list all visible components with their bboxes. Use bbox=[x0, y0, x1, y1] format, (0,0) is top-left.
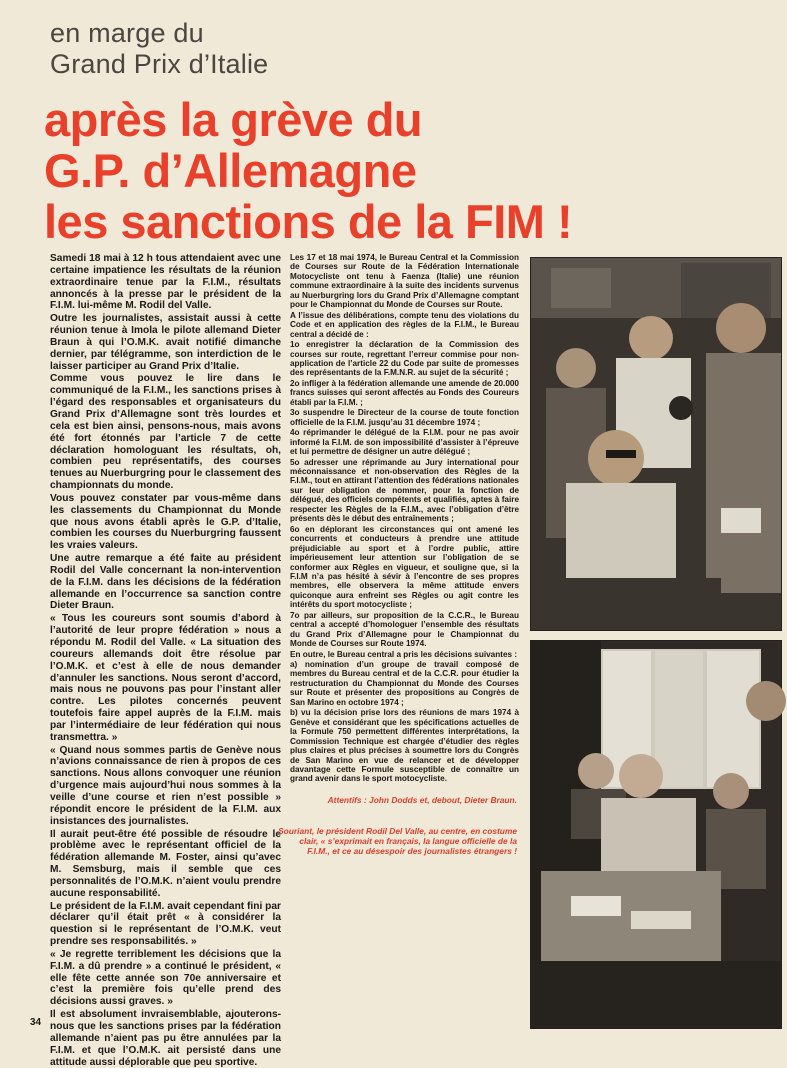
photo-president bbox=[530, 640, 782, 1029]
paragraph: 3o suspendre le Directeur de la course de toute fonction officielle de la F.I.M. jusqu’au 31 décembre 1974 ; bbox=[290, 408, 519, 427]
paragraph: b) vu la décision prise lors des réunions de mars 1974 à Genève et considérant que les spécifications actuelles de la Formule 750 permettent différentes interprétations, la Commission Technique est chargée d’étudier des règles plus claires et plus précises à soumettre lors du Congrès de San Marino en vue de relancer et de développer davantage cette Formule susceptible de connaître un grand avenir dans le sport motocycliste. bbox=[290, 708, 519, 784]
headline-line-1: après la grève du bbox=[44, 93, 423, 146]
paragraph: 7o par ailleurs, sur proposition de la C.C.R., le Bureau central a accepté d’homologuer l’ensemble des résultats du Grand Prix d’Allemagne pour le Championnat du Monde de Courses sur Route 1974. bbox=[290, 610, 519, 649]
paragraph: 5o adresser une réprimande au Jury international pour méconnaissance et non-observation des Règles de la F.I.M., tout en attirant l’attention des fédérations nationales sur leur obligation de nommer, pour la fonction de délégué, des officiels compétents et qualifiés, aptes à faire respecter les Règles de la F.I.M., avec l’obligation d’être présents dès le début des entraînements ; bbox=[290, 457, 519, 524]
paragraph: « Tous les coureurs sont soumis d’abord à l’autorité de leur propre fédération » nous a répondu M. Rodil del Valle. « La situation des coureurs allemands doit être résolue par l’O.M.K. et c’est à elle de nous demander d’annuler les sanctions. Nous seront d’accord, mais nous ne pouvons pas pour l’instant aller contre. Les pilotes concernés peuvent toutefois faire appel auprès de la F.I.M. mais par l’intermédiaire de leur fédération qui nous transmettra. » bbox=[50, 613, 281, 743]
paragraph: a) nomination d’un groupe de travail composé de membres du Bureau central et de la C.C.R. pour étudier la restructuration du Championnat du Monde des Courses sur Route et présenter des propositions au Congrès de San Marino en octobre 1974 ; bbox=[290, 660, 519, 707]
paragraph: 1o enregistrer la déclaration de la Commission des courses sur route, regrettant l’erreur commise pour non-application de l’article 22 du Code par suite de promesses des représentants de la F.M.N.R. au sujet de la sécurité ; bbox=[290, 340, 519, 378]
headline-line-3: les sanctions de la FIM ! bbox=[44, 195, 573, 248]
paragraph: 2o infliger à la fédération allemande une amende de 20.000 francs suisses qui seront affectés au Fonds des Coureurs établi par la F.I.M. ; bbox=[290, 378, 519, 407]
photo-riders-illustration bbox=[531, 258, 781, 630]
headline bbox=[44, 94, 764, 247]
paragraph: « Je regrette terriblement les décisions que la F.I.M. a dû prendre » a continué le président, « elle fête cette année son 70e anniversaire et c’est la première fois qu’elle prend des décisions aussi graves. » bbox=[50, 948, 281, 1008]
paragraph: Le président de la F.I.M. avait cependant fini par déclarer qu’il était prêt « à considérer la question si le représentant de l’O.M.K. veut prendre ses responsabilités. » bbox=[50, 900, 281, 948]
paragraph: 6o en déplorant les circonstances qui ont amené les concurrents et conducteurs à prendre une attitude préjudiciable au sport et à l’ordre public, attire impérieusement leur attention sur l’obligation de se conformer aux Règles en vigueur, et souligne que, si la F.I.M n’a pas hésité à sévir à l’encontre de ses propres membres, elle observera la même attitude envers quiconque aura enfreint ses Règles ou agit contre les intérêts du sport motocycliste ; bbox=[290, 524, 519, 610]
kicker-line-1: en marge du bbox=[50, 18, 204, 48]
kicker bbox=[50, 18, 268, 80]
paragraph: Une autre remarque a été faite au président Rodil del Valle concernant la non-intervention de la F.I.M. dans les décisions de la fédération allemande en l’occurrence sa sanction contre Dieter Braun. bbox=[50, 553, 281, 612]
headline-line-2: G.P. d’Allemagne bbox=[44, 144, 417, 197]
photo-caption-2: Souriant, le président Rodil Del Valle, au centre, en costume clair, « s’exprimait en français, la langue officielle de la F.I.M., et ce au désespoir des journalistes étrangers ! bbox=[278, 826, 517, 856]
paragraph: A l’issue des délibérations, compte tenu des violations du Code et en application des règles de la F.I.M., le Bureau central a décidé de : bbox=[290, 310, 519, 339]
paragraph: « Quand nous sommes partis de Genève nous n’avions connaissance de rien à propos de ces sanctions. Nous allons convoquer une réunion d’urgence mais aujourd’hui nous sommes à la veille d’une course et rien n’est possible » répondit encore le président de la F.I.M. aux insistances des journalistes. bbox=[50, 744, 281, 827]
kicker-line-2: Grand Prix d’Italie bbox=[50, 49, 269, 79]
paragraph: Vous pouvez constater par vous-même dans les classements du Championnat du Monde que nous avons établi après le G.P. d’Italie, combien les courses du Nuerburgring faussent les vraies valeurs. bbox=[50, 492, 281, 552]
paragraph: En outre, le Bureau central a pris les décisions suivantes : bbox=[290, 649, 518, 659]
photo-riders bbox=[530, 257, 782, 631]
photo-caption-1: Attentifs : John Dodds et, debout, Dieter Braun. bbox=[327, 795, 517, 805]
page-number: 34 bbox=[30, 1017, 42, 1028]
paragraph: Outre les journalistes, assistait aussi à cette réunion tenue à Imola le pilote allemand Dieter Braun à qui l’O.M.K. avait notifié dimanche dernier, par télégramme, son interdiction de le laisser participer au Grand Prix d’Italie. bbox=[50, 313, 281, 372]
paragraph: Comme vous pouvez le lire dans le communiqué de la F.I.M., les sanctions prises à l’égard des responsables et organisateurs du Grand Prix d’Allemagne sont très lourdes et cela est bien ainsi, pensons-nous, mais avons été fort étonnés par l’article 7 de cette déclaration homologuant les résultats, oh, combien peu représentatifs, des courses tenues au Nuerburgring pour le classement des championnats du monde. bbox=[50, 373, 281, 492]
photo-president-illustration bbox=[531, 641, 781, 1028]
article-column-2-communique bbox=[290, 253, 519, 793]
article-column-1 bbox=[50, 253, 281, 1068]
paragraph: Les 17 et 18 mai 1974, le Bureau Central et la Commission de Courses sur Route de la Fédération Internationale Motocycliste ont tenu à Faenza (Italie) une réunion commune extraordinaire à la suite des incidents survenus au Nuerburgring lors du Grand Prix d’Allemagne comptant pour le Championnat du Monde de Courses sur Route. bbox=[290, 253, 519, 310]
paragraph: Il est absolument invraisemblable, ajouterons-nous que les sanctions prises par la fédération allemande n’aient pas pu être annulées par la F.I.M. et que l’O.M.K. ait persisté dans une attitude aussi déplorable que peu sportive. bbox=[50, 1009, 281, 1068]
paragraph: Samedi 18 mai à 12 h tous attendaient avec une certaine impatience les résultats de la réunion extraordinaire tenue par la F.I.M., résultats annoncés à la presse par le président de la F.I.M. lui-même M. Rodil del Valle. bbox=[50, 253, 281, 312]
paragraph: 4o réprimander le délégué de la F.I.M. pour ne pas avoir informé la F.I.M. de son impossibilité d’assister à l’épreuve et lui permettre de désigner un autre délégué ; bbox=[290, 428, 519, 457]
paragraph: Il aurait peut-être été possible de résoudre le problème avec le représentant officiel de la fédération allemande M. Foster, ainsi qu’avec M. Semsburg, mais il semble que ces personnalités de l’O.M.K. n’aient voulu prendre aucune responsabilité. bbox=[50, 828, 281, 899]
